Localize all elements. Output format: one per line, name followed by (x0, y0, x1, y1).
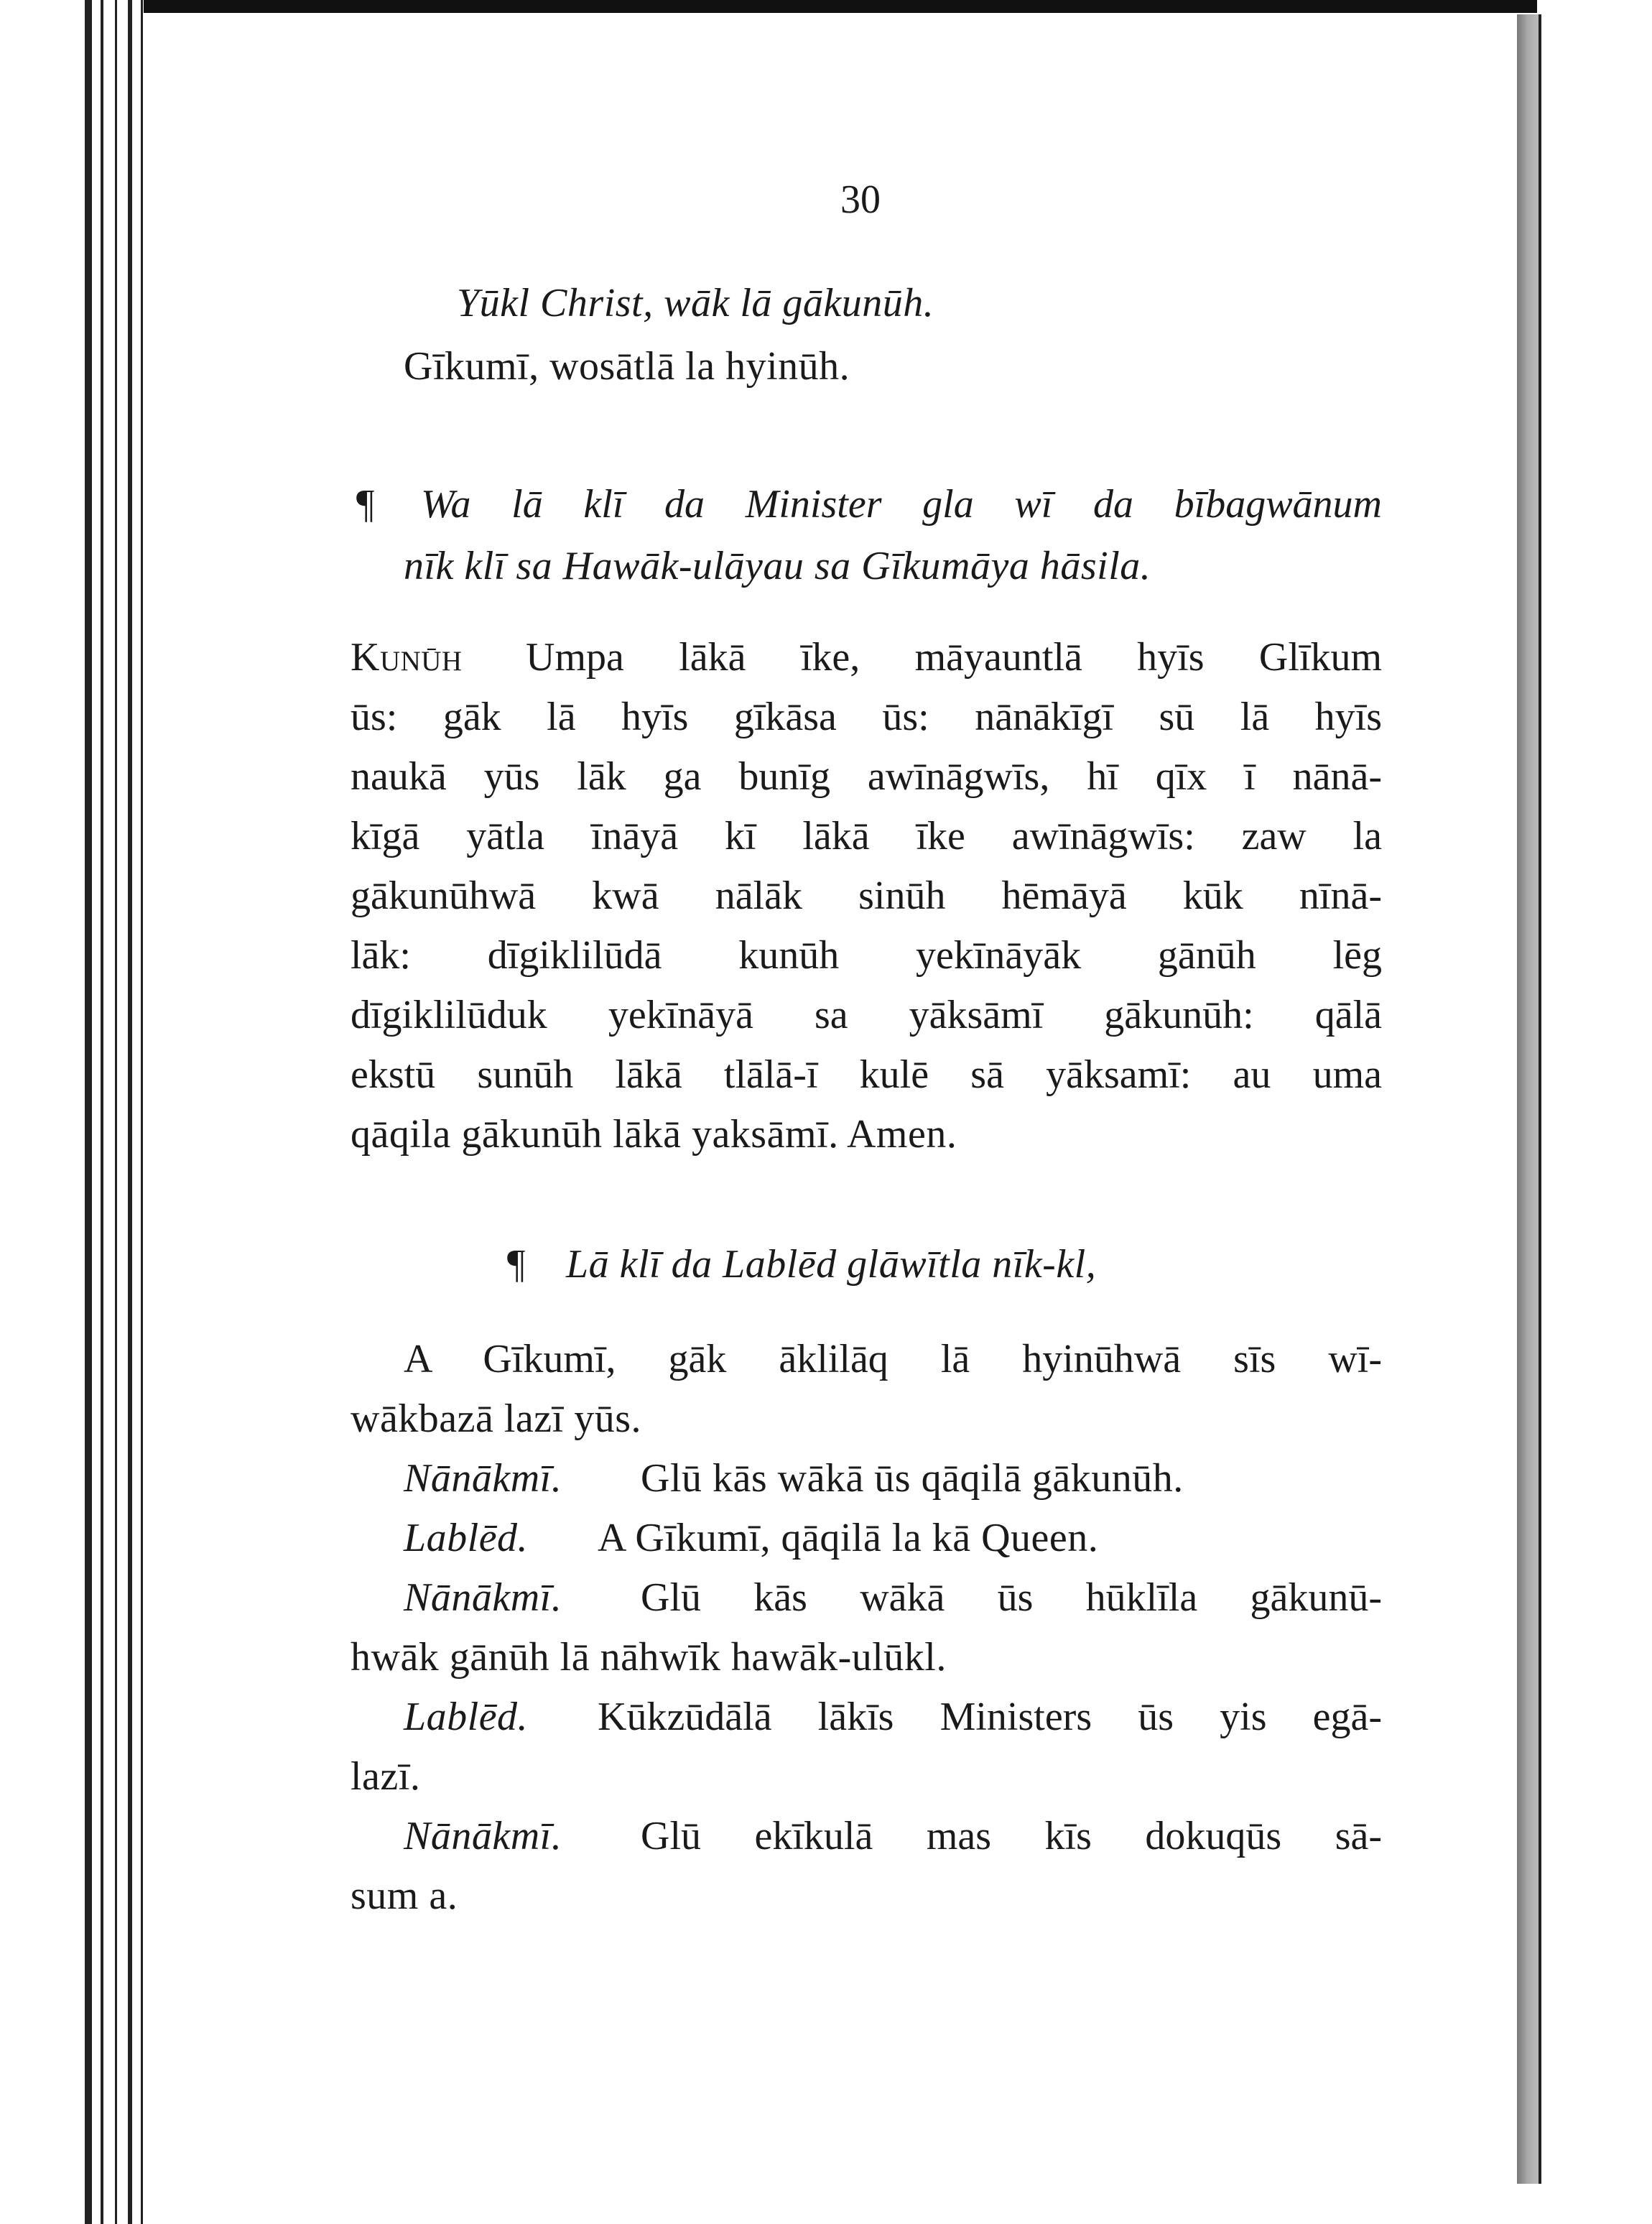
prayer-line: ūs: gāk lā hyīs gīkāsa ūs: nānākīgī sū lā hyīs (351, 695, 1382, 738)
versicle-intro-line: wākbazā lazī yūs. (351, 1396, 641, 1441)
prayer-line: naukā yūs lāk ga bunīg awīnāgwīs, hī qīx ī nānā- (351, 755, 1382, 798)
versicle-text: Glū kās wākā ūs qāqilā gākunūh. (641, 1456, 1184, 1501)
prayer-line: kīgā yātla īnāyā kī lākā īke awīnāgwīs: zaw la (351, 815, 1382, 858)
prayer-line: dīgiklilūduk yekīnāyā sa yāksāmī gākunūh: qālā (351, 993, 1382, 1037)
versicle-text: hwāk gānūh lā nāhwīk hawāk-ulūkl. (351, 1635, 947, 1679)
response-speaker: Lablēd. (404, 1695, 529, 1739)
versicle-text: Glū kās wākā ūs hūklīla gākunū- (641, 1576, 1382, 1619)
closing-verse-line-1: Yūkl Christ, wāk lā gākunūh. (457, 281, 934, 325)
rubric2-pilcrow: ¶ (507, 1242, 526, 1287)
versicle-speaker: Nānākmī. (404, 1814, 562, 1858)
response-text: Kūkzūdālā lākīs Ministers ūs yis egā- (598, 1695, 1382, 1738)
versicle-text: Glū ekīkulā mas kīs dokuqūs sā- (641, 1815, 1382, 1858)
response-speaker: Lablēd. (404, 1516, 529, 1560)
prayer-line: qāqila gākunūh lākā yaksāmī. Amen. (351, 1112, 957, 1157)
rubric2-text: Lā klī da Lablēd glāwītla nīk-kl, (566, 1242, 1097, 1287)
prayer-line: ekstū sunūh lākā tlālā-ī kulē sā yāksamī: au uma (351, 1053, 1382, 1096)
closing-verse-line-2: Gīkumī, wosātlā la hyinūh. (404, 344, 850, 389)
response-text: A Gīkumī, qāqilā la kā Queen. (598, 1516, 1099, 1560)
versicle-speaker: Nānākmī. (404, 1456, 562, 1501)
versicle-speaker: Nānākmī. (404, 1575, 562, 1620)
response-text: lazī. (351, 1754, 421, 1799)
prayer-line: lāk: dīgiklilūdā kunūh yekīnāyāk gānūh lēg (351, 934, 1382, 977)
page-number: 30 (840, 177, 881, 222)
rubric-line-2: nīk klī sa Hawāk-ulāyau sa Gīkumāya hāsila. (404, 544, 1151, 588)
prayer-line: gākunūhwā kwā nālāk sinūh hēmāyā kūk nīnā- (351, 874, 1382, 917)
prayer-first-word: Kunūh (351, 635, 463, 680)
prayer-line: Umpa lākā īke, māyauntlā hyīs Glīkum (526, 636, 1382, 679)
rubric-pilcrow: ¶ (356, 482, 375, 527)
rubric-line-1: Wa lā klī da Minister gla wī da bībagwānum (421, 483, 1382, 526)
versicle-intro-line: A Gīkumī, gāk āklilāq lā hyinūhwā sīs wī- (404, 1338, 1382, 1381)
versicle-text: sum a. (351, 1873, 458, 1918)
